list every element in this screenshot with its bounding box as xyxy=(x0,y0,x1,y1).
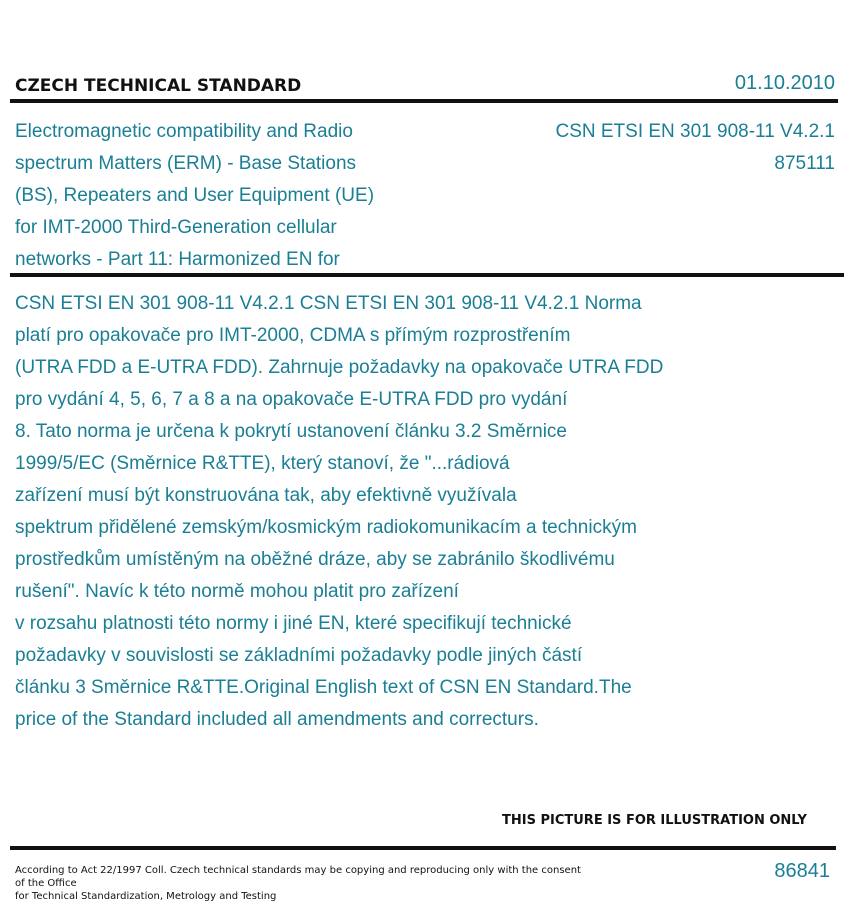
header-divider xyxy=(10,99,838,103)
title-line: spectrum Matters (ERM) - Base Stations xyxy=(15,153,357,174)
catalog-number: 875111 xyxy=(774,153,835,174)
standard-description: CSN ETSI EN 301 908-11 V4.2.1 CSN ETSI EN 301 908-11 V4.2.1 Norma platí pro opakovače pro IMT-2000, CDMA s přímým rozprostřením (UTRA FDD a E-UTRA FDD). Zahrnuje požadavky na opakovače UTRA FDD pro vydání 4, 5, 6, 7 a 8 a na opakovače E-UTRA FDD pro vydání 8. Tato norma je určena k pokrytí ustanovení článku 3.2 Směrnice 1999/5/EC (Směrnice R&TTE), který stanoví, že "...rádiová zařízení musí být konstruována tak, aby efektivně využívala spektrum přidělené zemským/kosmickým radiokomunikacím a technickým prostředkům umístěným na oběžné dráze, aby se zabránilo škodlivému rušení". Navíc k této normě mohou platit pro zařízení v rozsahu platnosti této normy i jiné EN, které specifikují technické požadavky v souvislosti se základními požadavky podle jiných částí článku 3 Směrnice R&TTE.Original English text of CSN EN Standard.The price of the Standard included all amendments and correcturs. xyxy=(15,293,664,730)
publication-date: 01.10.2010 xyxy=(734,72,835,94)
product-code: 86841 xyxy=(774,860,830,882)
title-line: Electromagnetic compatibility and Radio xyxy=(15,121,353,142)
footer-divider xyxy=(10,846,836,850)
legal-line: for Technical Standardization, Metrology and Testing xyxy=(15,891,277,902)
illustration-notice: THIS PICTURE IS FOR ILLUSTRATION ONLY xyxy=(502,813,807,828)
legal-notice xyxy=(15,864,585,903)
title-line: networks - Part 11: Harmonized EN for xyxy=(15,249,340,270)
standard-number: CSN ETSI EN 301 908-11 V4.2.1 xyxy=(555,121,835,142)
document-title xyxy=(15,116,435,276)
standard-identifiers xyxy=(555,116,835,180)
legal-line: According to Act 22/1997 Coll. Czech technical standards may be copying and reproducing only with the consent of the Office xyxy=(15,865,581,889)
title-line: for IMT-2000 Third-Generation cellular xyxy=(15,217,337,238)
title-line: (BS), Repeaters and User Equipment (UE) xyxy=(15,185,375,206)
title-divider xyxy=(10,273,844,277)
standard-type-heading: CZECH TECHNICAL STANDARD xyxy=(15,76,302,96)
